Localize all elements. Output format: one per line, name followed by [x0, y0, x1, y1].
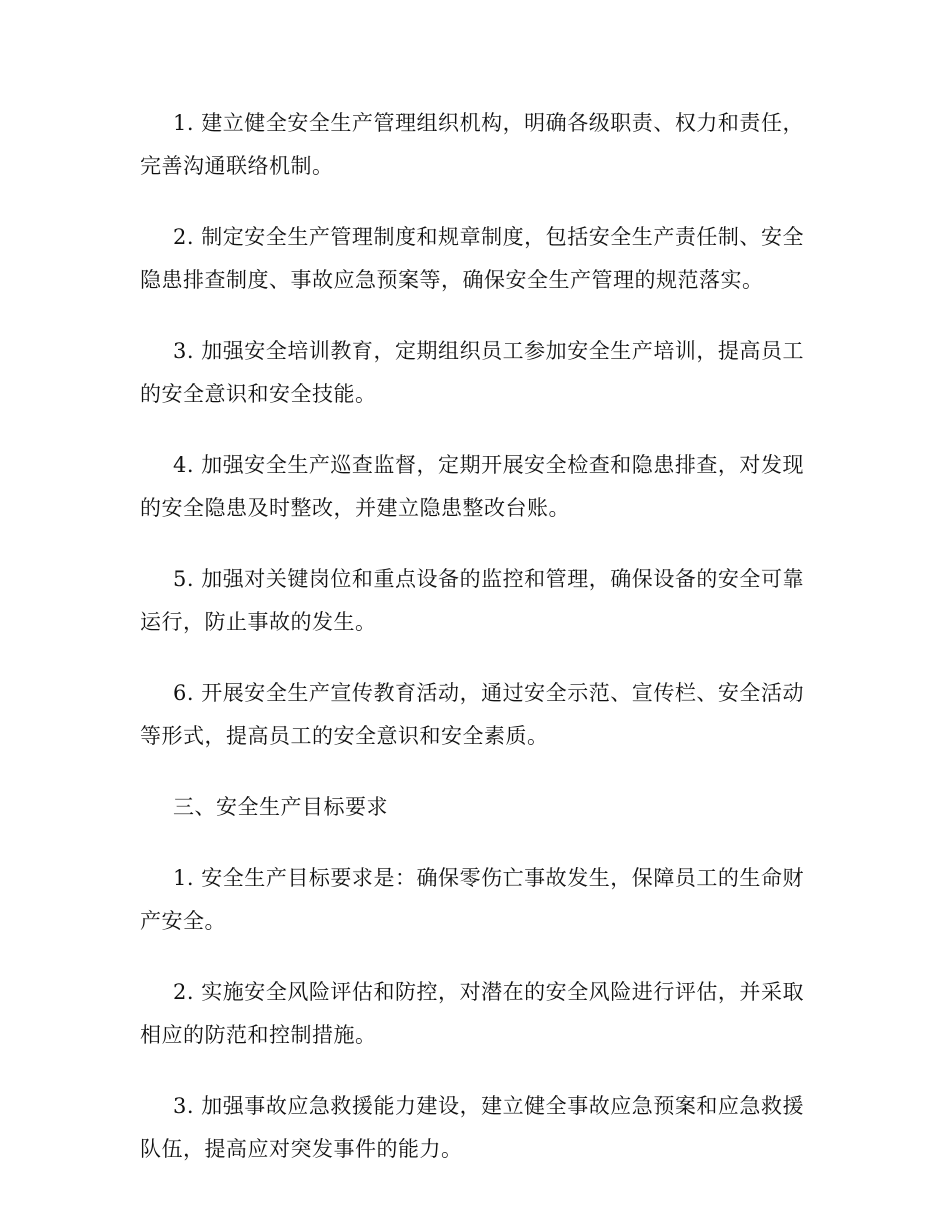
- paragraph-item-1: 1. 建立健全安全生产管理组织机构，明确各级职责、权力和责任，完善沟通联络机制。: [140, 111, 804, 178]
- target-requirement-item-1: 1. 安全生产目标要求是：确保零伤亡事故发生，保障员工的生命财产安全。: [140, 866, 804, 933]
- document-body: [140, 102, 804, 1199]
- paragraph-item-3: 3. 加强安全培训教育，定期组织员工参加安全生产培训，提高员工的安全意识和安全技能。: [140, 339, 804, 406]
- paragraph-item-5: 5. 加强对关键岗位和重点设备的监控和管理，确保设备的安全可靠运行，防止事故的发生。: [140, 567, 804, 634]
- target-requirement-item-2: 2. 实施安全风险评估和防控，对潜在的安全风险进行评估，并采取相应的防范和控制措施。: [140, 980, 804, 1047]
- section-heading: 三、安全生产目标要求: [173, 795, 388, 819]
- paragraph-item-4: 4. 加强安全生产巡查监督，定期开展安全检查和隐患排查，对发现的安全隐患及时整改，并建立隐患整改台账。: [140, 453, 804, 520]
- target-requirement-item-3: 3. 加强事故应急救援能力建设，建立健全事故应急预案和应急救援队伍，提高应对突发事件的能力。: [140, 1094, 804, 1161]
- paragraph-item-6: 6. 开展安全生产宣传教育活动，通过安全示范、宣传栏、安全活动等形式，提高员工的安全意识和安全素质。: [140, 681, 804, 748]
- paragraph-item-2: 2. 制定安全生产管理制度和规章制度，包括安全生产责任制、安全隐患排查制度、事故应急预案等，确保安全生产管理的规范落实。: [140, 225, 804, 292]
